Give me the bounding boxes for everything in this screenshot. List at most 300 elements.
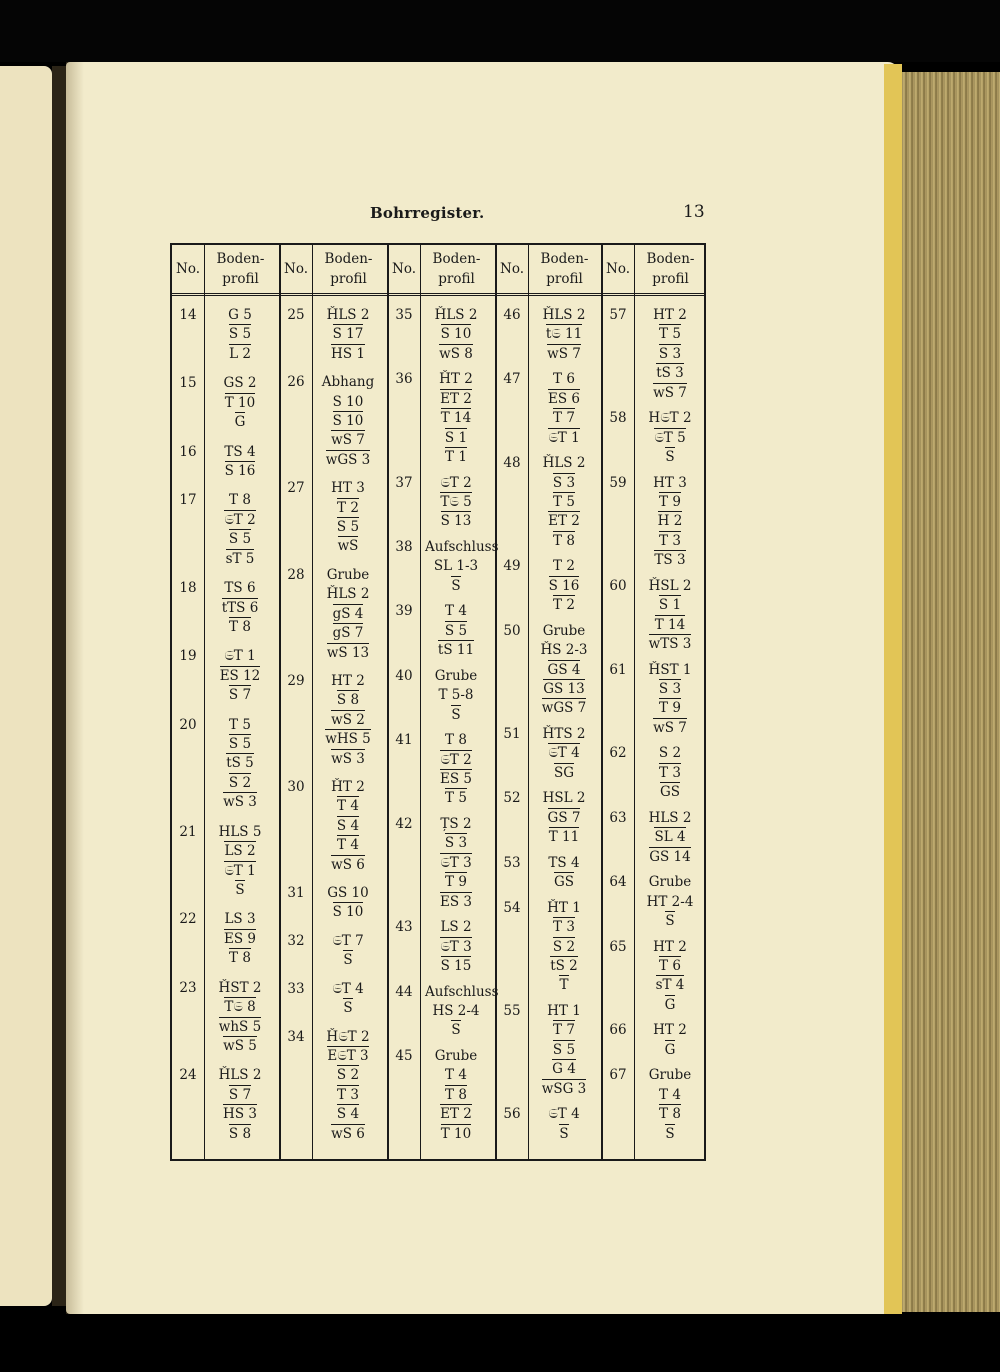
soil-layer-text: ȞLS 2 xyxy=(326,307,370,323)
header-bodenprofil-line2: profil xyxy=(222,271,259,287)
soil-layer-text: ȚS 2 xyxy=(440,816,472,832)
soil-layer-text: wS 6 xyxy=(331,1125,365,1142)
soil-layer-text: wS 3 xyxy=(331,750,365,767)
soil-layer-text: T𝔖 5 xyxy=(440,494,472,510)
soil-layer xyxy=(425,816,487,833)
soil-layer-text: L 2 xyxy=(229,345,251,362)
soil-layer-text: Abhang xyxy=(321,374,375,391)
soil-layer-text: Grube xyxy=(434,1048,478,1064)
soil-layer xyxy=(317,751,379,768)
running-head: Bohrregister. xyxy=(370,204,485,222)
soil-layer-text: T 2 xyxy=(553,558,575,575)
soil-layer xyxy=(639,365,701,382)
column-rule xyxy=(420,245,421,1159)
soil-layer-text: 𝔖T 1 xyxy=(548,429,580,446)
soil-layer-text: GS 14 xyxy=(649,848,691,865)
soil-layer xyxy=(209,999,271,1016)
soil-layer-text: S xyxy=(665,913,675,929)
soil-layer xyxy=(639,765,701,782)
soil-layer xyxy=(317,1048,379,1065)
soil-layer-text: T 8 xyxy=(659,1106,681,1123)
soil-layer xyxy=(533,790,595,807)
soil-layer xyxy=(209,863,271,880)
soil-layer-text: ES 9 xyxy=(224,930,256,947)
bore-number: 61 xyxy=(609,661,627,678)
soil-layer-text: wS 2 xyxy=(331,711,365,728)
left-page-edge xyxy=(0,66,52,1306)
soil-layer-text: S 1 xyxy=(444,429,468,446)
soil-layer-text: S 2 xyxy=(552,938,576,955)
soil-layer-text: tTS 6 xyxy=(221,599,259,616)
bore-number: 22 xyxy=(179,911,197,928)
soil-layer xyxy=(425,449,487,466)
soil-layer-text: HLS 5 xyxy=(218,823,262,840)
soil-layer xyxy=(533,533,595,550)
soil-layer xyxy=(425,1106,487,1123)
soil-layer xyxy=(639,449,701,466)
soil-layer xyxy=(425,771,487,788)
bore-number: 58 xyxy=(609,410,627,427)
column-rule xyxy=(204,245,205,1159)
soil-layer xyxy=(639,636,701,653)
soil-layer-text: tS 5 xyxy=(226,755,254,772)
soil-layer xyxy=(209,717,271,734)
bore-number: 56 xyxy=(503,1106,521,1123)
soil-layer xyxy=(425,1048,487,1065)
soil-layer xyxy=(209,755,271,772)
soil-layer xyxy=(639,958,701,975)
soil-layer xyxy=(209,551,271,568)
soil-layer-text: wS 8 xyxy=(439,345,473,362)
soil-layer xyxy=(533,874,595,891)
soil-layer-text: wS 7 xyxy=(653,719,687,736)
soil-layer xyxy=(533,919,595,936)
soil-layer xyxy=(533,829,595,846)
soil-layer xyxy=(639,430,701,447)
soil-layer xyxy=(425,307,487,324)
soil-layer-text: wS 7 xyxy=(653,384,687,401)
bore-number: 51 xyxy=(503,726,521,742)
soil-layer xyxy=(425,430,487,447)
soil-layer xyxy=(639,513,701,530)
soil-layer-text: HT 3 xyxy=(653,474,687,491)
bore-number: 67 xyxy=(609,1067,627,1084)
soil-layer-text: S xyxy=(451,706,461,723)
soil-layer-text: S 7 xyxy=(228,1086,252,1103)
bore-number: 53 xyxy=(503,854,521,871)
soil-layer-text: G xyxy=(664,996,676,1013)
soil-layer xyxy=(209,1106,271,1123)
soil-layer-text: T 5 xyxy=(229,716,251,733)
soil-layer-text: T 8 xyxy=(229,492,251,509)
soil-layer xyxy=(209,843,271,860)
soil-layer-text: S 16 xyxy=(548,577,580,594)
soil-layer-text: G xyxy=(664,1041,676,1058)
header-bodenprofil-line2: profil xyxy=(546,271,583,287)
soil-layer xyxy=(533,623,595,640)
soil-layer xyxy=(533,745,595,762)
soil-layer xyxy=(209,911,271,928)
bore-number: 52 xyxy=(503,790,521,807)
header-bodenprofil xyxy=(312,245,385,295)
soil-layer-text: S 3 xyxy=(552,474,576,491)
soil-layer-text: HT 2-4 xyxy=(646,893,694,910)
soil-layer-text: S xyxy=(451,577,461,594)
soil-layer xyxy=(533,1003,595,1020)
soil-layer xyxy=(317,837,379,854)
soil-layer xyxy=(209,580,271,597)
header-bodenprofil-line1: Boden- xyxy=(216,251,265,268)
soil-layer-text: TS 6 xyxy=(224,580,256,597)
soil-layer xyxy=(317,346,379,363)
soil-layer-text: GS 4 xyxy=(547,661,581,678)
soil-layer xyxy=(639,1042,701,1059)
soil-layer xyxy=(425,623,487,640)
soil-layer xyxy=(317,480,379,497)
soil-layer xyxy=(317,625,379,642)
bore-number: 31 xyxy=(287,885,305,902)
soil-layer xyxy=(639,1022,701,1039)
soil-layer-text: S 10 xyxy=(332,393,364,410)
soil-layer-text: 𝔖T 4 xyxy=(548,1106,580,1123)
soil-layer xyxy=(639,849,701,866)
soil-layer xyxy=(425,707,487,724)
soil-layer-text: T 9 xyxy=(659,494,681,510)
soil-layer xyxy=(639,494,701,511)
soil-layer-text: ȞT 2 xyxy=(331,779,365,796)
soil-layer-text: ES 6 xyxy=(548,390,580,407)
soil-layer xyxy=(425,687,487,704)
soil-layer xyxy=(425,939,487,956)
soil-layer-text: T 2 xyxy=(337,499,359,516)
soil-layer-text: S xyxy=(451,1022,461,1039)
soil-layer xyxy=(209,463,271,480)
header-bodenprofil-line1: Boden- xyxy=(540,251,589,268)
soil-layer xyxy=(639,700,701,717)
soil-layer-text: wHS 5 xyxy=(325,731,371,748)
soil-layer-text: T 4 xyxy=(445,1067,467,1084)
soil-layer-text: T 3 xyxy=(553,919,575,936)
soil-layer xyxy=(425,1087,487,1104)
soil-layer-text: T 1 xyxy=(445,449,467,465)
soil-layer xyxy=(639,913,701,930)
soil-layer xyxy=(425,475,487,492)
soil-layer xyxy=(317,798,379,815)
soil-layer-text: 𝔖T 7 xyxy=(332,932,364,949)
soil-layer-text: HS 1 xyxy=(331,345,365,362)
bore-number: 64 xyxy=(609,874,627,891)
soil-layer xyxy=(317,1029,379,1046)
bore-number: 66 xyxy=(609,1022,627,1039)
bore-number: 33 xyxy=(287,980,305,997)
soil-layer-text: S xyxy=(665,1125,675,1142)
soil-layer xyxy=(639,1067,701,1084)
header-bodenprofil-line1: Boden- xyxy=(646,251,695,268)
soil-layer-text: HT 2 xyxy=(653,307,687,323)
page-gutter-shadow xyxy=(66,62,84,1314)
soil-layer xyxy=(425,1003,487,1020)
soil-layer-text: sT 4 xyxy=(655,977,685,994)
soil-layer xyxy=(317,538,379,555)
soil-layer-text: sT 5 xyxy=(225,550,255,567)
soil-layer-text: T 4 xyxy=(659,1086,681,1103)
soil-layer xyxy=(209,307,271,324)
book-gutter xyxy=(52,66,66,1306)
soil-layer-text: 𝔖T 2 xyxy=(440,751,472,768)
soil-layer xyxy=(317,673,379,690)
soil-layer-text: gS 7 xyxy=(332,625,364,642)
soil-layer xyxy=(639,977,701,994)
soil-layer xyxy=(533,1042,595,1059)
soil-layer-text: LS 2 xyxy=(440,919,472,936)
soil-layer-text: Grube xyxy=(326,566,370,583)
soil-layer-text: T 10 xyxy=(224,394,256,411)
soil-layer-text: T 5 xyxy=(445,790,467,807)
soil-layer xyxy=(209,531,271,548)
header-bodenprofil-line2: profil xyxy=(330,271,367,287)
soil-layer-text: S 2 xyxy=(658,745,682,762)
bore-number: 65 xyxy=(609,938,627,955)
soil-layer-text: ES 5 xyxy=(440,771,472,787)
soil-layer-text: ȞTS 2 xyxy=(542,726,586,742)
soil-layer-text: GS 13 xyxy=(543,681,585,697)
soil-layer-text: wSG 3 xyxy=(541,1080,587,1097)
bore-number: 23 xyxy=(179,979,197,996)
bore-number: 15 xyxy=(179,375,197,392)
soil-layer-text: Aufschluss xyxy=(425,983,499,1000)
soil-layer-text: S 15 xyxy=(440,958,472,974)
soil-layer xyxy=(317,374,379,391)
soil-layer-text: wGS 7 xyxy=(541,700,587,717)
bore-number: 24 xyxy=(179,1067,197,1084)
header-bodenprofil-line2: profil xyxy=(438,271,475,287)
soil-layer xyxy=(533,430,595,447)
soil-layer xyxy=(209,444,271,461)
soil-layer xyxy=(533,977,595,994)
soil-layer-text: HLS 2 xyxy=(648,809,692,826)
soil-layer xyxy=(317,818,379,835)
bore-number: 18 xyxy=(179,580,197,597)
soil-layer xyxy=(317,413,379,430)
header-bodenprofil xyxy=(634,245,707,295)
soil-layer-text: t𝔖 11 xyxy=(545,326,583,343)
soil-layer xyxy=(425,752,487,769)
soil-layer xyxy=(639,810,701,827)
soil-layer xyxy=(209,414,271,431)
soil-layer-text: tS 2 xyxy=(550,958,578,974)
soil-layer xyxy=(639,720,701,737)
soil-layer-text: Grube xyxy=(542,622,586,639)
soil-layer xyxy=(425,855,487,872)
header-bodenprofil xyxy=(420,245,493,295)
soil-layer-text: Grube xyxy=(648,874,692,891)
soil-layer-text: ȞS 2-3 xyxy=(540,642,588,659)
bore-number: 49 xyxy=(503,558,521,575)
soil-layer xyxy=(533,346,595,363)
bore-number: 28 xyxy=(287,566,305,583)
soil-layer-text: T 3 xyxy=(337,1086,359,1103)
soil-layer-text: T 7 xyxy=(553,410,575,427)
soil-layer-text: 𝔖T 1 xyxy=(224,648,256,665)
soil-layer-text: Aufschluss xyxy=(425,539,499,555)
soil-layer xyxy=(639,939,701,956)
soil-layer xyxy=(317,779,379,796)
soil-layer-text: wS 5 xyxy=(223,1037,257,1054)
soil-layer xyxy=(639,552,701,569)
soil-layer xyxy=(317,432,379,449)
soil-layer xyxy=(209,512,271,529)
soil-layer-text: S 16 xyxy=(224,462,256,479)
soil-layer-text: S 3 xyxy=(658,345,682,362)
soil-layer xyxy=(317,904,379,921)
soil-layer xyxy=(639,346,701,363)
soil-layer-text: S xyxy=(343,952,353,969)
soil-layer-text: GS 7 xyxy=(547,809,581,826)
bore-number: 50 xyxy=(503,622,521,639)
soil-layer-text: ȞT 2 xyxy=(439,371,473,388)
soil-layer-text: 𝔖T 3 xyxy=(440,938,472,955)
soil-layer-text: T 8 xyxy=(229,618,251,635)
soil-layer xyxy=(425,874,487,891)
soil-layer-text: 𝔖T 1 xyxy=(224,862,256,879)
column-rule xyxy=(634,245,635,1159)
soil-layer xyxy=(317,857,379,874)
soil-layer-text: Grube xyxy=(434,667,478,684)
bore-number: 55 xyxy=(503,1003,521,1019)
soil-layer-text: H 2 xyxy=(657,513,683,530)
soil-layer xyxy=(533,726,595,743)
soil-layer xyxy=(533,1081,595,1098)
soil-layer-text: S 5 xyxy=(552,1041,576,1058)
bore-number: 27 xyxy=(287,480,305,497)
soil-layer-text: 𝔖T 2 xyxy=(440,474,472,491)
soil-layer-text: gS 4 xyxy=(332,605,364,622)
soil-layer xyxy=(639,745,701,762)
soil-layer xyxy=(209,648,271,665)
soil-layer xyxy=(639,894,701,911)
soil-layer-text: T 14 xyxy=(440,410,472,427)
soil-layer xyxy=(317,586,379,603)
soil-layer-text: Grube xyxy=(648,1067,692,1084)
soil-layer xyxy=(425,668,487,685)
soil-layer-text: T 9 xyxy=(445,874,467,891)
soil-layer-text: S 5 xyxy=(336,519,360,536)
soil-layer-text: ET 2 xyxy=(440,390,472,407)
page-stack xyxy=(902,72,1000,1312)
soil-layer xyxy=(639,410,701,427)
soil-layer xyxy=(639,681,701,698)
soil-layer xyxy=(639,597,701,614)
bore-number: 20 xyxy=(179,716,197,733)
bore-number: 46 xyxy=(503,307,521,323)
soil-layer-text: T 4 xyxy=(445,603,467,620)
soil-layer xyxy=(425,603,487,620)
soil-layer-text: T𝔖 8 xyxy=(224,999,256,1016)
bore-number: 29 xyxy=(287,672,305,689)
soil-layer-text: S xyxy=(559,1125,569,1142)
soil-layer-text: TS 4 xyxy=(224,443,256,460)
soil-layer-text: S 2 xyxy=(336,1067,360,1084)
soil-layer xyxy=(639,997,701,1014)
soil-layer xyxy=(639,662,701,679)
soil-layer xyxy=(209,326,271,343)
soil-layer xyxy=(425,391,487,408)
header-bodenprofil-line2: profil xyxy=(652,271,689,287)
soil-layer xyxy=(209,668,271,685)
soil-layer xyxy=(533,391,595,408)
soil-layer xyxy=(317,933,379,950)
soil-layer xyxy=(209,824,271,841)
soil-layer-text: G xyxy=(234,414,246,431)
soil-layer xyxy=(639,307,701,324)
soil-layer-text: wS 7 xyxy=(331,432,365,449)
soil-layer-text: S 5 xyxy=(444,622,468,639)
soil-layer-text: S 5 xyxy=(228,326,252,343)
soil-layer-text: T 11 xyxy=(548,829,580,846)
soil-layer xyxy=(639,326,701,343)
soil-layer-text: S 3 xyxy=(658,681,682,697)
soil-layer xyxy=(425,790,487,807)
header-bodenprofil xyxy=(204,245,277,295)
soil-layer-text: S 10 xyxy=(332,904,364,921)
soil-layer-text: S 2 xyxy=(228,774,252,791)
gilt-page-edge xyxy=(884,64,902,1314)
soil-layer-text: T 6 xyxy=(659,958,681,974)
header-no: No. xyxy=(284,261,308,278)
dark-background xyxy=(0,0,1000,62)
bore-number: 21 xyxy=(179,823,197,840)
soil-layer xyxy=(317,567,379,584)
soil-layer-text: SL 4 xyxy=(654,829,686,846)
bore-number: 19 xyxy=(179,648,197,665)
soil-layer-text: ET 2 xyxy=(440,1106,472,1123)
soil-layer xyxy=(317,981,379,998)
soil-layer xyxy=(425,558,487,575)
soil-layer-text: S 8 xyxy=(336,692,360,709)
soil-layer-text: T 3 xyxy=(659,532,681,549)
header-bodenprofil-line1: Boden- xyxy=(432,251,481,268)
soil-layer-text: HT 2 xyxy=(653,1022,687,1039)
soil-layer xyxy=(209,736,271,753)
soil-layer-text: S 10 xyxy=(440,326,472,343)
soil-layer xyxy=(425,732,487,749)
soil-layer xyxy=(533,855,595,872)
soil-layer xyxy=(209,882,271,899)
soil-layer xyxy=(209,375,271,392)
soil-layer xyxy=(639,1087,701,1104)
soil-layer xyxy=(317,452,379,469)
soil-layer xyxy=(639,1106,701,1123)
soil-layer xyxy=(317,307,379,324)
soil-layer-text: wS 13 xyxy=(326,644,370,661)
soil-layer xyxy=(209,687,271,704)
soil-layer-text: 𝔖T 2 xyxy=(224,511,256,528)
bore-number: 41 xyxy=(395,732,413,749)
soil-layer xyxy=(639,533,701,550)
soil-layer xyxy=(317,606,379,623)
soil-layer xyxy=(533,681,595,698)
bore-number: 26 xyxy=(287,374,305,391)
soil-layer xyxy=(425,539,499,556)
soil-layer-text: T 7 xyxy=(553,1022,575,1039)
soil-layer xyxy=(317,712,379,729)
soil-layer-text: T 8 xyxy=(445,732,467,749)
soil-layer-text: wS 6 xyxy=(331,856,365,873)
soil-layer-text: ȞLS 2 xyxy=(542,307,586,323)
soil-layer-text: S 13 xyxy=(440,513,472,530)
soil-layer-text: S 5 xyxy=(228,531,252,548)
soil-layer-text: wS 7 xyxy=(547,345,581,362)
